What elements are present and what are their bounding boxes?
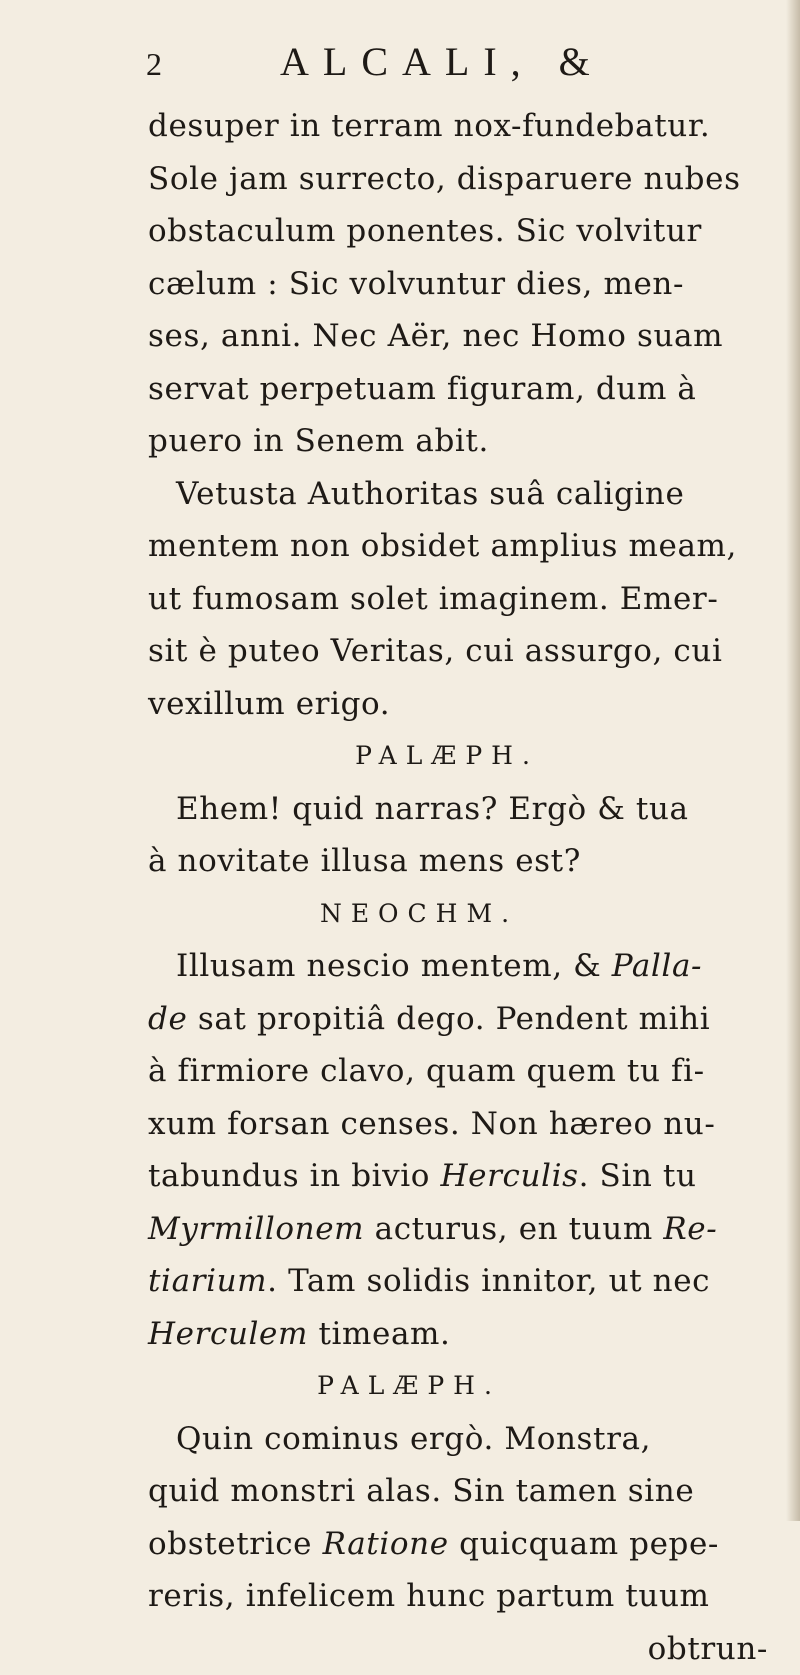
text-run: acturus, en tuum: [364, 1211, 663, 1247]
text-line: [148, 1308, 770, 1361]
text-line: Quin cominus ergò. Monstra,: [148, 1413, 770, 1466]
catchword-line: obtrun-: [148, 1623, 770, 1675]
page-number: 2: [146, 42, 162, 86]
page-header: [146, 40, 666, 84]
text-line: [148, 1518, 770, 1571]
italic-run: Re-: [663, 1211, 717, 1247]
running-title: ALCALI, &: [280, 40, 604, 84]
text-run: quicquam pepe-: [449, 1526, 719, 1562]
text-run: . Tam solidis innitor, ut nec: [267, 1263, 710, 1299]
text-line: [148, 1150, 770, 1203]
text-line: [148, 1203, 770, 1256]
text-run: sat propitiâ dego. Pendent mihi: [187, 1001, 710, 1037]
text-line: reris, infelicem hunc partum tuum: [148, 1570, 770, 1623]
text-line: mentem non obsidet amplius meam,: [148, 520, 770, 573]
italic-run: Herculem: [148, 1316, 308, 1352]
text-line: cælum : Sic volvuntur dies, men-: [148, 258, 770, 311]
text-line: quid monstri alas. Sin tamen sine: [148, 1465, 770, 1518]
italic-run: Palla-: [612, 948, 702, 984]
italic-run: Myrmillonem: [148, 1211, 364, 1247]
text-line: xum forsan censes. Non hæreo nu-: [148, 1098, 770, 1151]
text-line: desuper in terram nox-fundebatur.: [148, 100, 770, 153]
speaker-name: PALÆPH.: [148, 730, 770, 783]
text-line: sit è puteo Veritas, cui assurgo, cui: [148, 625, 770, 678]
text-line: ses, anni. Nec Aër, nec Homo suam: [148, 310, 770, 363]
text-line: [148, 940, 770, 993]
italic-run: Ratione: [323, 1526, 449, 1562]
text-run: Illusam nescio mentem, &: [176, 948, 612, 984]
body-text: [148, 100, 770, 1675]
text-line: Vetusta Authoritas suâ caligine: [148, 468, 770, 521]
speaker-name: PALÆPH.: [148, 1360, 770, 1413]
text-line: obstaculum ponentes. Sic volvitur: [148, 205, 770, 258]
italic-run: Herculis: [441, 1158, 579, 1194]
text-line: servat perpetuam figuram, dum à: [148, 363, 770, 416]
text-line: Ehem! quid narras? Ergò & tua: [148, 783, 770, 836]
text-run: tabundus in bivio: [148, 1158, 441, 1194]
text-line: ut fumosam solet imaginem. Emer-: [148, 573, 770, 626]
text-run: obstetrice: [148, 1526, 323, 1562]
text-line: puero in Senem abit.: [148, 415, 770, 468]
italic-run: de: [148, 1001, 187, 1037]
text-line: [148, 1255, 770, 1308]
page-edge-shadow: [786, 0, 800, 1521]
italic-run: tiarium: [148, 1263, 267, 1299]
text-line: [148, 993, 770, 1046]
text-line: vexillum erigo.: [148, 678, 770, 731]
text-run: . Sin tu: [579, 1158, 697, 1194]
text-line: à novitate illusa mens est?: [148, 835, 770, 888]
text-line: Sole jam surrecto, disparuere nubes: [148, 153, 770, 206]
speaker-name: NEOCHM.: [148, 888, 770, 941]
text-run: timeam.: [308, 1316, 451, 1352]
text-line: à firmiore clavo, quam quem tu fi-: [148, 1045, 770, 1098]
